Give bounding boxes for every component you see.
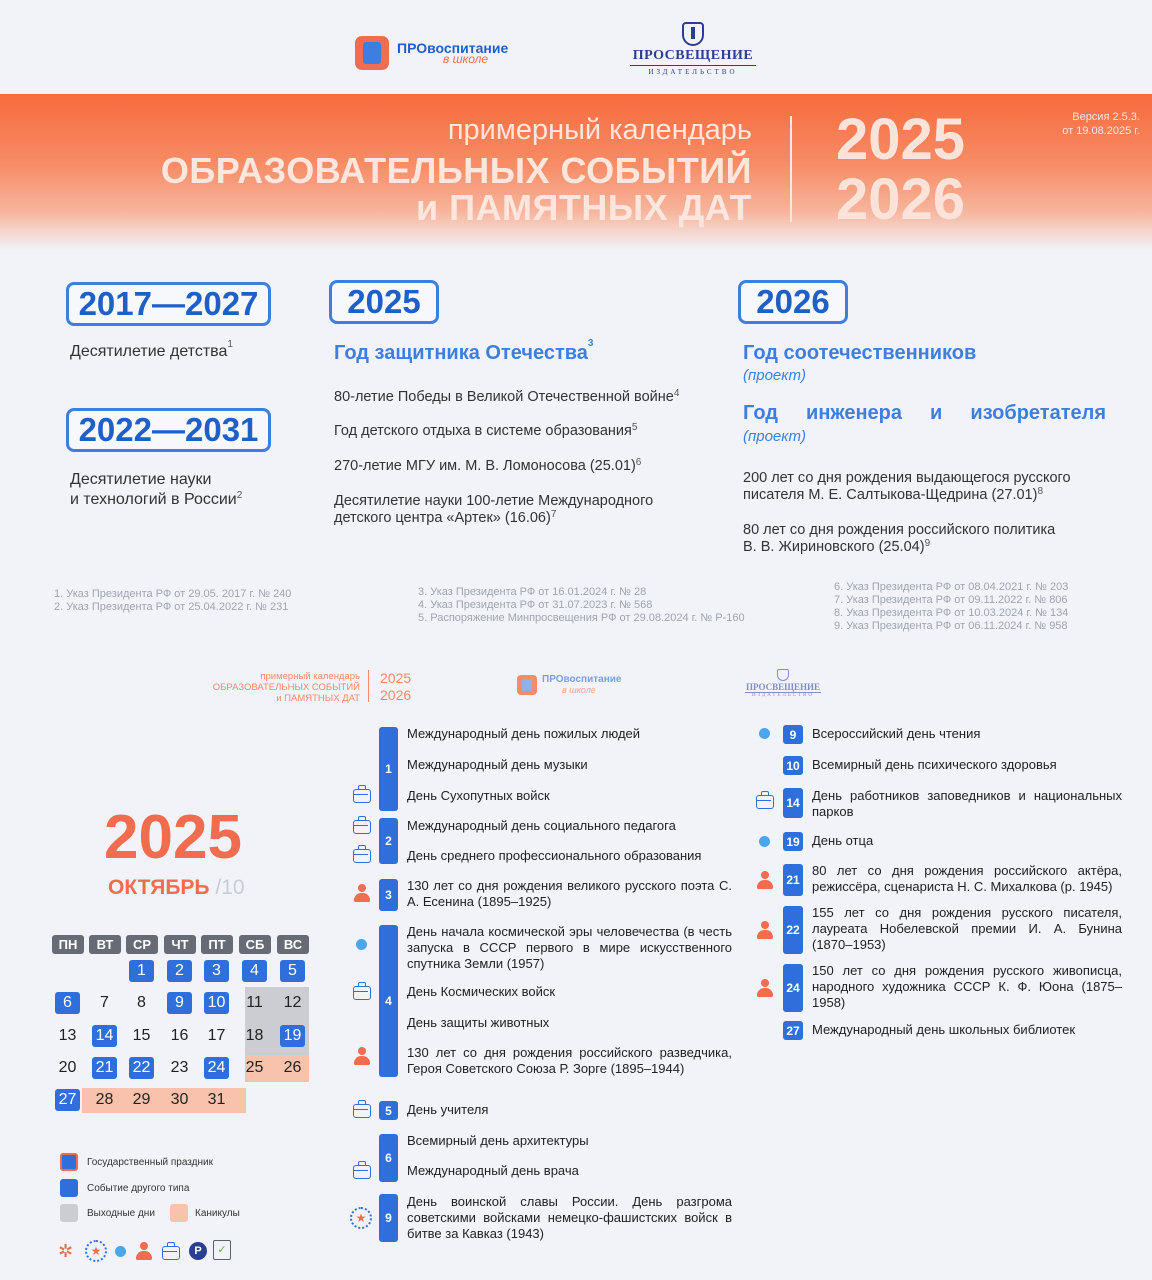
year-2026-title2: Год инженера и изобретателя	[743, 402, 1106, 424]
dot-icon	[759, 728, 770, 739]
calendar-day[interactable]: 31	[207, 1091, 226, 1108]
calendar-day[interactable]: 30	[170, 1091, 189, 1108]
mini-divider	[368, 670, 369, 702]
footnote: 9. Указ Президента РФ от 06.11.2024 г. № 958	[834, 620, 1068, 632]
calendar-day[interactable]: 5	[280, 960, 305, 982]
event-text: 150 лет со дня рождения русского живописца, народного художника СССР К. Ф. Юона (1875–1958)	[812, 963, 1122, 1010]
calendar-day[interactable]: 2	[167, 960, 192, 982]
mini-prosveshchenie-logo: ПРОСВЕЩЕНИЕ ИЗДАТЕЛЬСТВО	[745, 669, 821, 698]
decade-science-caption: Десятилетие науки и технологий в России$^2$	[70, 471, 243, 508]
event-day-badge: 6	[379, 1134, 398, 1182]
calendar-day[interactable]: 22	[129, 1057, 154, 1079]
provospitanie-logo-subtext: в школе	[443, 52, 489, 66]
dot-icon	[115, 1246, 126, 1257]
footnote: 4. Указ Президента РФ от 31.07.2023 г. № 568	[418, 599, 653, 611]
event-text: 130 лет со дня рождения российского разведчика, Героя Советского Союза Р. Зорге (1895–1944)	[407, 1045, 732, 1076]
year-2026-item: 80 лет со дня рождения российского политика В. В. Жириновского $(25.04)^9$	[743, 522, 1056, 555]
version-date: от 19.08.2025 г.	[1062, 125, 1140, 137]
year-2026-item: 200 лет со дня рождения выдающегося русского писателя М. Е. Салтыкова-Щедрина $(27.01)^8$	[743, 470, 1071, 503]
event-text: Международный день школьных библиотек	[812, 1022, 1076, 1037]
legend-other-event-swatch	[60, 1179, 78, 1197]
decade-childhood-caption: Десятилетие детства$^1$	[70, 339, 233, 360]
event-text: День воинской славы России. День разгрома советскими войсками немецко-фашистских войск в битве за Кавказ (1943)	[407, 1194, 732, 1241]
year-2025-item: 270-летие МГУ им. М. В. Ломоносова $(25.01)^6$	[334, 457, 642, 474]
event-text: День Сухопутных войск	[407, 788, 550, 803]
year-2025-item: Десятилетие науки 100-летие Международного детского центра «Артек» $(16.06)^7$	[334, 493, 654, 526]
weekday-header: ВС	[277, 935, 309, 954]
weekday-header: ЧТ	[164, 935, 196, 954]
military-star-icon: ★	[350, 1207, 372, 1229]
year-2025-title: Год защитника Отечества$^3$	[334, 338, 594, 364]
event-day-badge: 3	[379, 879, 398, 911]
person-icon	[135, 1242, 153, 1260]
fireworks-icon: ✲	[58, 1241, 74, 1261]
calendar-day[interactable]: 28	[95, 1091, 114, 1108]
year-2026-project-note: (проект)	[743, 367, 807, 384]
weekday-header: СБ	[239, 935, 271, 954]
mini-provospitanie-logo: ПРОвоспитание в школе	[517, 675, 621, 695]
calendar-day[interactable]: 13	[58, 1027, 77, 1044]
calendar-day[interactable]: 15	[132, 1027, 151, 1044]
briefcase-icon	[353, 1165, 371, 1179]
person-icon	[756, 921, 774, 939]
event-text: Всемирный день психического здоровья	[812, 757, 1057, 772]
calendar-day[interactable]: 1	[129, 960, 154, 982]
document-icon: ✓	[213, 1240, 231, 1260]
event-day-badge: 9	[379, 1194, 398, 1242]
banner-year-start: 2025	[836, 107, 966, 172]
prosveshchenie-logo	[630, 22, 756, 76]
footnotes-col1	[54, 588, 291, 614]
calendar-day[interactable]: 16	[170, 1027, 189, 1044]
calendar-month: ОКТЯБРЬ /10	[108, 876, 245, 899]
calendar-day[interactable]: 6	[55, 992, 80, 1014]
event-day-badge: 14	[783, 788, 803, 818]
event-text: 80 лет со дня рождения российского актёра, режиссёра, сценариста Н. С. Михалкова (р. 1945)	[812, 863, 1122, 894]
briefcase-icon	[353, 820, 371, 834]
person-icon	[353, 1047, 371, 1065]
banner-divider	[790, 116, 792, 222]
calendar-day[interactable]: 23	[170, 1059, 189, 1076]
mini-calendar-title: примерный календарь ОБРАЗОВАТЕЛЬНЫХ СОБЫТИЙ и ПАМЯТНЫХ ДАТ	[212, 671, 360, 704]
banner-title-line2: и ПАМЯТНЫХ ДАТ	[416, 187, 752, 228]
footnote: 6. Указ Президента РФ от 08.04.2021 г. № 203	[834, 581, 1069, 593]
mini-years: 2025 2026	[380, 670, 412, 703]
legend-weekend-label: Выходные дни	[87, 1208, 155, 1219]
calendar-day[interactable]: 9	[167, 992, 192, 1014]
decade-childhood-badge: 2017—2027	[66, 282, 271, 326]
provospitanie-logo-icon	[355, 36, 389, 70]
provospitanie-logo	[355, 36, 508, 70]
calendar-day[interactable]: 10	[204, 992, 229, 1014]
event-day-badge: 4	[379, 925, 398, 1077]
prosveshchenie-logo-subtext: ИЗДАТЕЛЬСТВО	[648, 68, 738, 76]
weekday-header: ПТ	[201, 935, 233, 954]
legend-state-holiday-label: Государственный праздник	[87, 1157, 213, 1168]
event-day-badge: 2	[379, 818, 398, 864]
event-text: Всемирный день архитектуры	[407, 1133, 589, 1148]
event-text: День учителя	[407, 1102, 489, 1117]
event-day-badge: 22	[783, 906, 803, 954]
legend-state-holiday-swatch	[60, 1153, 78, 1171]
event-day-badge: 5	[379, 1101, 398, 1120]
calendar-day[interactable]: 3	[204, 960, 229, 982]
event-text: 155 лет со дня рождения русского писателя, лауреата Нобелевской премии И. А. Бунина (1870–1953)	[812, 905, 1122, 952]
calendar-day[interactable]: 19	[280, 1025, 305, 1047]
banner-year-end: 2026	[836, 167, 966, 232]
prosveshchenie-logo-text: ПРОСВЕЩЕНИЕ	[630, 48, 756, 66]
calendar-day[interactable]: 18	[245, 1027, 264, 1044]
calendar-day[interactable]: 27	[55, 1089, 80, 1111]
event-text: День Космических войск	[407, 984, 556, 999]
footnotes-col2	[418, 586, 745, 625]
mini-prosveshchenie-icon	[777, 669, 789, 681]
dot-icon	[759, 836, 770, 847]
calendar-day[interactable]: 29	[132, 1091, 151, 1108]
event-text: День работников заповедников и национальных парков	[812, 788, 1122, 819]
person-icon	[756, 871, 774, 889]
calendar-year: 2025	[104, 803, 242, 872]
footnote: 1. Указ Президента РФ от 29.05. 2017 г. № 240	[54, 588, 292, 600]
weekday-header: ВТ	[89, 935, 121, 954]
decade-science-badge: 2022—2031	[66, 408, 271, 452]
person-icon	[353, 884, 371, 902]
prosveshchenie-emblem-icon	[682, 22, 704, 46]
legend-holidays-swatch	[170, 1204, 188, 1222]
legend-other-event-label: Событие другого типа	[87, 1183, 190, 1194]
footnote: 2. Указ Президента РФ от 25.04.2022 г. № 231	[54, 601, 289, 613]
weekday-header: СР	[126, 935, 158, 954]
event-text: Международный день врача	[407, 1163, 579, 1178]
footnote: 8. Указ Президента РФ от 10.03.2024 г. № 134	[834, 607, 1069, 619]
year-2025-item: Год детского отдыха в системе образования$^5$	[334, 422, 638, 439]
footnote: 7. Указ Президента РФ от 09.11.2022 г. № 806	[834, 594, 1068, 606]
banner-title-line1: ОБРАЗОВАТЕЛЬНЫХ СОБЫТИЙ	[160, 150, 752, 191]
calendar-day[interactable]: 21	[92, 1057, 117, 1079]
event-text: Всероссийский день чтения	[812, 726, 981, 741]
calendar-day[interactable]: 14	[92, 1025, 117, 1047]
briefcase-icon	[353, 789, 371, 803]
version-label	[1062, 110, 1140, 138]
briefcase-icon	[353, 849, 371, 863]
russia-r-icon: Р	[189, 1242, 207, 1260]
calendar-day[interactable]: 24	[204, 1057, 229, 1079]
calendar-day[interactable]: 26	[283, 1059, 302, 1076]
event-text: Международный день пожилых людей	[407, 726, 641, 741]
calendar-day[interactable]: 25	[245, 1059, 264, 1076]
calendar-day[interactable]: 7	[100, 994, 109, 1011]
briefcase-icon	[756, 795, 774, 809]
footnotes-col3	[834, 581, 1068, 633]
event-day-badge: 1	[379, 727, 398, 811]
mini-provospitanie-icon	[517, 675, 537, 695]
year-2026-title1: Год соотечественников	[743, 342, 977, 364]
calendar-day[interactable]: 4	[242, 960, 267, 982]
event-day-badge: 24	[783, 964, 803, 1012]
event-text: Международный день музыки	[407, 757, 588, 772]
dot-icon	[356, 939, 367, 950]
event-text: День начала космической эры человечества (в честь запуска в СССР первого в мире искусственного спутника Земли (1957)	[407, 924, 732, 971]
provospitanie-logo-text: ПРОвоспитание	[397, 40, 509, 56]
event-text: День среднего профессионального образования	[407, 848, 702, 863]
year-2026-project-note: (проект)	[743, 428, 807, 445]
event-text: 130 лет со дня рождения великого русского поэта С. А. Есенина (1895–1925)	[407, 878, 732, 909]
event-day-badge: 19	[783, 832, 803, 851]
briefcase-icon	[162, 1246, 180, 1260]
year-2026-badge: 2026	[738, 280, 848, 324]
event-text: День отца	[812, 833, 874, 848]
calendar-day[interactable]: 20	[58, 1059, 77, 1076]
event-text: День защиты животных	[407, 1015, 550, 1030]
military-star-icon: ★	[85, 1240, 107, 1262]
calendar-day[interactable]: 17	[207, 1027, 226, 1044]
calendar-day[interactable]: 11	[246, 994, 263, 1011]
calendar-day[interactable]: 12	[283, 994, 302, 1011]
event-text: Международный день социального педагога	[407, 818, 676, 833]
briefcase-icon	[353, 986, 371, 1000]
event-day-badge: 10	[783, 756, 803, 775]
weekday-header: ПН	[52, 935, 84, 954]
briefcase-icon	[353, 1104, 371, 1118]
legend-weekend-swatch	[60, 1204, 78, 1222]
person-icon	[756, 979, 774, 997]
year-2025-item: 80-летие Победы в Великой Отечественной войне$^4$	[334, 388, 680, 405]
footnote: 3. Указ Президента РФ от 16.01.2024 г. № 28	[418, 586, 647, 598]
event-day-badge: 9	[783, 725, 803, 744]
event-day-badge: 21	[783, 864, 803, 896]
calendar-day[interactable]: 8	[137, 994, 146, 1011]
year-2025-badge: 2025	[329, 280, 439, 324]
version-number: Версия 2.5.3.	[1072, 111, 1140, 123]
legend-holidays-label: Каникулы	[195, 1208, 240, 1219]
footnote: 5. Распоряжение Минпросвещения РФ от 29.08.2024 г. № Р-160	[418, 612, 745, 624]
event-day-badge: 27	[783, 1021, 803, 1040]
banner-subtitle: примерный календарь	[447, 114, 752, 146]
